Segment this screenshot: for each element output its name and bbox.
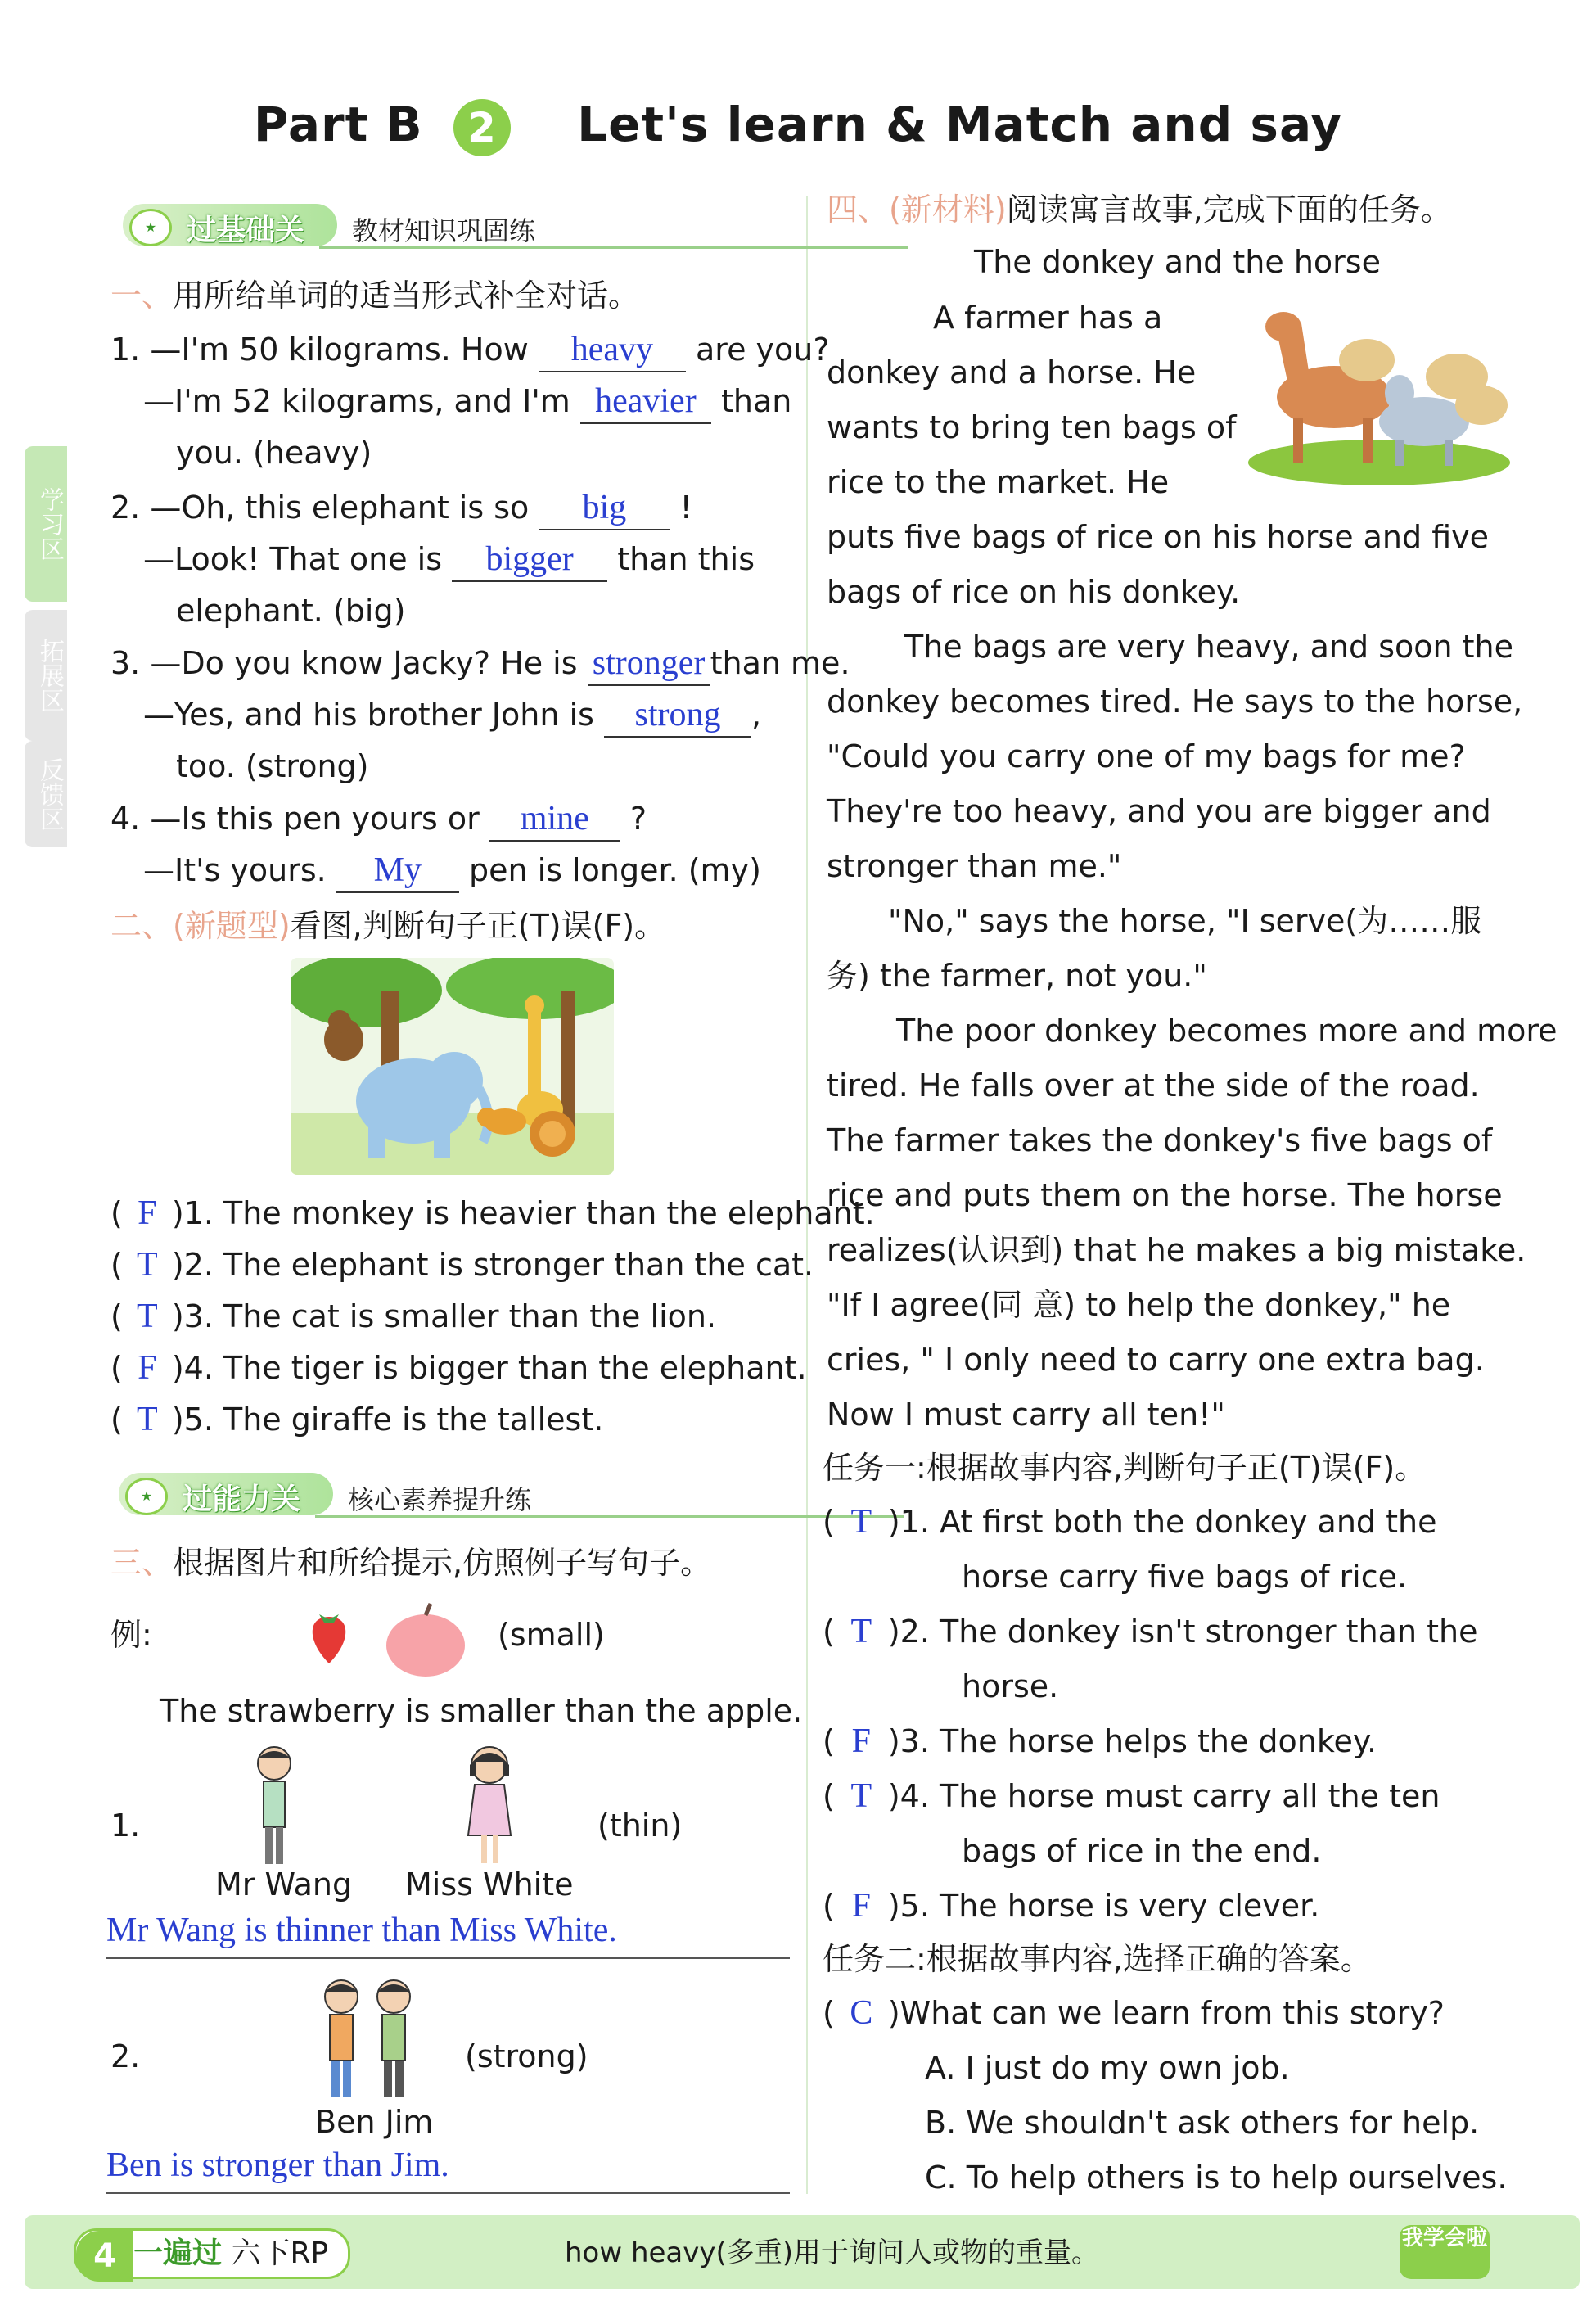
- q1-line2: —I'm 52 kilograms, and I'm heavier than: [143, 375, 791, 427]
- sidetab-extend[interactable]: 拓展区: [25, 610, 67, 741]
- animals-picture: [291, 958, 614, 1175]
- story-line: stronger than me.": [827, 848, 1122, 884]
- grade-label: 六下RP: [231, 2237, 329, 2270]
- story-title: The donkey and the horse: [974, 244, 1381, 280]
- q4-answer2: My: [373, 851, 422, 889]
- story-line: Now I must carry all ten!": [827, 1397, 1225, 1433]
- tf-item-1: ( F )1. The monkey is heavier than the elephant.: [110, 1194, 875, 1232]
- story-line: "Could you carry one of my bags for me?: [827, 738, 1466, 774]
- q2-line3: elephant. (big): [176, 593, 406, 629]
- story-line: wants to bring ten bags of: [827, 409, 1237, 445]
- ben-jim-figures: [315, 1977, 422, 2100]
- mr-wang-figure: [246, 1744, 303, 1866]
- q4-line1: 4. —Is this pen yours or mine ?: [110, 792, 647, 845]
- q2-line2: —Look! That one is bigger than this: [143, 533, 755, 585]
- task2-option-b: B. We shouldn't ask others for help.: [925, 2105, 1480, 2141]
- task1-heading: 任务一:根据故事内容,判断句子正(T)误(F)。: [823, 1450, 1427, 1486]
- sidetab-study[interactable]: 学习区: [25, 446, 67, 602]
- q2-line1: 2. —Oh, this elephant is so big !: [110, 481, 692, 534]
- story-line: 务) the farmer, not you.": [827, 958, 1207, 994]
- part-label: Part B: [253, 97, 423, 152]
- q1-line1: 1. —I'm 50 kilograms. How heavy are you?: [110, 323, 830, 376]
- footer-note: how heavy(多重)用于询问人或物的重量。: [565, 2237, 1100, 2269]
- story-line: The poor donkey becomes more and more: [896, 1013, 1558, 1049]
- story-line: rice and puts them on the horse. The horse: [827, 1177, 1503, 1213]
- q3-answer2: strong: [634, 696, 721, 733]
- q3-line2: —Yes, and his brother John is strong ,: [143, 688, 761, 741]
- story-line: They're too heavy, and you are bigger and: [827, 793, 1491, 829]
- section4-heading: 四、(新材料)阅读寓言故事,完成下面的任务。: [827, 192, 1452, 228]
- tf-item-2: ( T )2. The elephant is stronger than the cat.: [110, 1246, 814, 1284]
- story-line: The bags are very heavy, and soon the: [904, 629, 1514, 665]
- story-line: "If I agree(同 意) to help the donkey," he: [827, 1287, 1451, 1323]
- brand-name: 一遍过: [133, 2237, 223, 2270]
- task2-heading: 任务二:根据故事内容,选择正确的答案。: [823, 1941, 1372, 1977]
- basic-section-banner: ★ 过基础关 教材知识巩固练: [123, 201, 802, 250]
- q3-line1: 3. —Do you know Jacky? He is stronger than me.: [110, 637, 850, 689]
- apple-icon: [383, 1600, 469, 1678]
- tf-item-3: ( T )3. The cat is smaller than the lion.: [110, 1298, 717, 1335]
- tf-item-5: ( T )5. The giraffe is the tallest.: [110, 1401, 604, 1438]
- story-line: cries, " I only need to carry one extra bag.: [827, 1342, 1485, 1378]
- story-line: tired. He falls over at the side of the road.: [827, 1067, 1480, 1104]
- task1-item-3: ( F )3. The horse helps the donkey.: [823, 1722, 1377, 1760]
- w2-people: Ben Jim: [315, 2104, 434, 2140]
- w2-answer-line[interactable]: [106, 2138, 790, 2194]
- ability-section-banner: ★ 过能力关 核心素养提升练: [119, 1469, 798, 1519]
- task1-item-5: ( F )5. The horse is very clever.: [823, 1887, 1320, 1925]
- lesson-title: Let's learn & Match and say: [577, 97, 1343, 152]
- task1-list: [823, 1495, 1592, 1934]
- q1-answer1: heavy: [570, 331, 654, 368]
- w2-hint: (strong): [465, 2038, 588, 2074]
- q4-line2: —It's yours. My pen is longer. (my): [143, 844, 761, 896]
- story-line: bags of rice on his donkey.: [827, 574, 1241, 610]
- story-line: The farmer takes the donkey's five bags of: [827, 1122, 1493, 1158]
- story-line: A farmer has a: [933, 300, 1163, 336]
- w1-hint: (thin): [597, 1808, 683, 1844]
- q2-answer1: big: [582, 489, 627, 526]
- section2-heading: 二、(新题型)看图,判断句子正(T)误(F)。: [110, 908, 666, 944]
- example-hint: (small): [498, 1617, 605, 1653]
- w2-number: 2.: [110, 2038, 141, 2074]
- tf-item-4: ( F )4. The tiger is bigger than the elephant.: [110, 1349, 807, 1387]
- task1-item-1: ( T )1. At first both the donkey and the horse carry five bags of rice.: [823, 1503, 1437, 1595]
- page-number: 4: [76, 2231, 133, 2282]
- badge-icon: ★: [129, 209, 172, 246]
- example-label: 例:: [110, 1617, 152, 1653]
- section1-heading: 一、用所给单词的适当形式补全对话。: [110, 278, 640, 314]
- part-number-badge: 2: [453, 99, 511, 156]
- q3-line3: too. (strong): [176, 748, 369, 784]
- task2-option-a: A. I just do my own job.: [925, 2050, 1290, 2086]
- q1-line3: you. (heavy): [176, 435, 372, 471]
- footer-brand-pill: [74, 2228, 350, 2279]
- q2-answer2: bigger: [485, 540, 574, 578]
- story-line: realizes(认识到) that he makes a big mistake.: [827, 1232, 1526, 1268]
- w1-answer: Mr Wang is thinner than Miss White.: [106, 1912, 617, 1949]
- story-line: puts five bags of rice on his horse and five: [827, 519, 1490, 555]
- footer-corner-badge: 我学会啦: [1400, 2225, 1490, 2279]
- task1-item-4: ( T )4. The horse must carry all the ten bags of rice in the end.: [823, 1777, 1440, 1869]
- q1-answer2: heavier: [595, 382, 697, 420]
- q3-answer1: stronger: [592, 644, 706, 682]
- story-line: donkey and a horse. He: [827, 354, 1197, 390]
- example-sentence: The strawberry is smaller than the apple.: [160, 1693, 803, 1729]
- w1-person1: Mr Wang: [215, 1866, 353, 1903]
- q4-answer1: mine: [520, 800, 589, 837]
- page-footer: [25, 2215, 1580, 2289]
- story-line: "No," says the horse, "I serve(为……服: [888, 903, 1482, 939]
- badge-icon: ★: [125, 1478, 168, 1515]
- miss-white-figure: [457, 1744, 522, 1866]
- sidetab-feedback[interactable]: 反馈区: [25, 741, 67, 847]
- story-text: [827, 291, 1596, 1442]
- story-line: rice to the market. He: [827, 464, 1170, 500]
- strawberry-icon: [303, 1605, 356, 1666]
- w1-person2: Miss White: [405, 1866, 574, 1903]
- story-line: donkey becomes tired. He says to the horse,: [827, 684, 1523, 720]
- w1-answer-line[interactable]: [106, 1903, 790, 1959]
- w1-number: 1.: [110, 1808, 141, 1844]
- task2-option-c: C. To help others is to help ourselves.: [925, 2160, 1508, 2196]
- w2-answer: Ben is stronger than Jim.: [106, 2146, 449, 2184]
- section3-heading: 三、根据图片和所给提示,仿照例子写句子。: [110, 1545, 712, 1581]
- task1-item-2: ( T )2. The donkey isn't stronger than the horse.: [823, 1613, 1478, 1704]
- page-title: [0, 97, 1596, 156]
- task2-question: ( C )What can we learn from this story? A. I just do my own job. B. We shouldn't ask others for help. C. To help others is to help ourselves.: [823, 1986, 1592, 2205]
